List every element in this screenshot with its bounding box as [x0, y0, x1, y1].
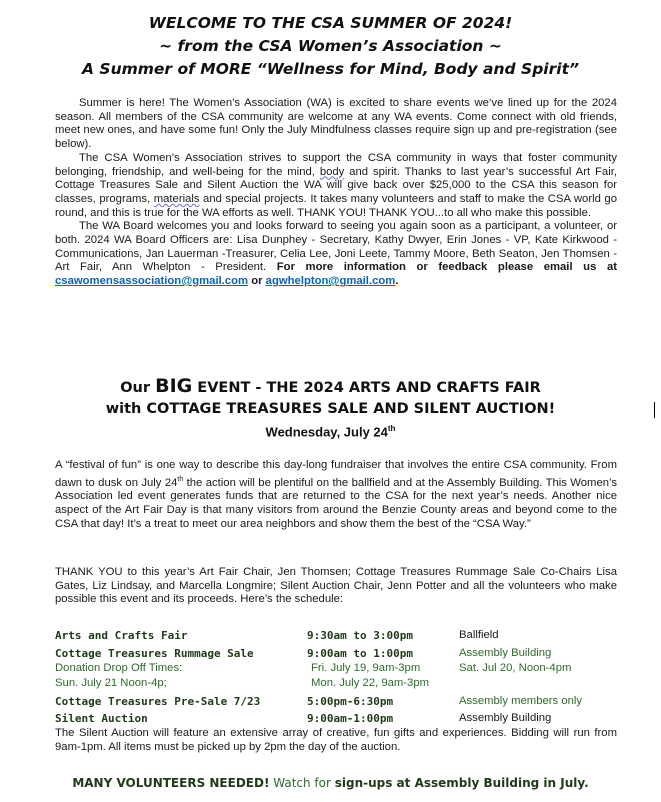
email-link-president[interactable]: agwhelpton@gmail.com — [265, 275, 396, 288]
association-subtitle: ~ from the CSA Women’s Association ~ — [159, 37, 502, 55]
schedule-row: Cottage Treasures Pre-Sale 7/23 5:00pm-6:30pm Assembly members only — [55, 695, 583, 708]
intro-paragraph-3: The WA Board welcomes you and looks forward to seeing you again soon as a participant, a volunteer, or both. 2024 WA Board Officers are: Lisa Dunphey - Secretary, Kathy Dwyer, Erin Jones - VP, Kate Kirkwood - Communications, Jan Lauerman -Treasurer, Celia Lee, Joni Leete, Tammy Moore, Beth Seaton, Jen Thomsen - Art Fair, Ann Whelpton - President. For more information or feedback please email us at csawomensassociation@gmail.com or agwhelpton@gmail.com. — [55, 220, 617, 288]
email-link-wa[interactable]: csawomensassociation@gmail.com — [55, 275, 249, 288]
schedule-row: Donation Drop Off Times: Fri. July 19, 9am-3pm Sat. Jul 20, Noon-4pm — [55, 662, 572, 674]
event-date: Wednesday, July 24th — [265, 424, 396, 440]
schedule-row: Arts and Crafts Fair 9:30am to 3:00pm Ballfield — [55, 629, 499, 642]
schedule-row: Silent Auction 9:00am-1:00pm Assembly Building — [55, 712, 552, 725]
wellness-tagline: A Summer of MORE “Wellness for Mind, Body and Spirit” — [82, 60, 579, 78]
event-title: Our BIG EVENT - THE 2024 ARTS AND CRAFTS FAIR — [120, 375, 541, 397]
welcome-title: WELCOME TO THE CSA SUMMER OF 2024! — [148, 14, 513, 32]
spellcheck-word: body — [319, 165, 345, 178]
thanks-paragraph: THANK YOU to this year’s Art Fair Chair, Jen Thomsen; Cottage Treasures Rummage Sale Co-Chairs Lisa Gates, Liz Lindsay, and Marcella Longmire; Silent Auction Chair, Jenn Potter and all the volunteers who make possible this event and its proceeds. Here’s the schedule: — [55, 566, 617, 606]
festival-paragraph: A “festival of fun” is one way to describe this day-long fundraiser that involves the entire CSA community. From dawn to dusk on July 24th the action will be plentiful on the ballfield and at the Assembly Building. This Women’s Association led event generates funds that are returned to the CSA for the next year’s needs. Another nice aspect of the Art Fair Day is that many visitors from around the Benzie County areas and beyond come to the CSA that day! It’s a treat to meet our area neighbors and show them the best of the “CSA Way.” — [55, 459, 617, 530]
schedule-row: Cottage Treasures Rummage Sale 9:00am to 1:00pm Assembly Building — [55, 647, 552, 660]
intro-section — [55, 97, 617, 289]
intro-paragraph-1: Summer is here! The Women’s Association (WA) is excited to share events we’ve lined up for the 2024 season. All members of the CSA community are welcome at any WA events. Come connect with old friends, meet new ones, and have some fun! Only the July Mindfulness classes require sign up and pre-registration (see below). — [55, 97, 617, 151]
volunteer-callout: MANY VOLUNTEERS NEEDED! Watch for sign-ups at Assembly Building in July. — [72, 776, 589, 790]
schedule-row: Sun. July 21 Noon-4p; Mon. July 22, 9am-3pm — [55, 677, 430, 689]
auction-paragraph: The Silent Auction will feature an extensive array of creative, fun gifts and experiences. Bidding will run from 9am-1pm. All items must be picked up by 2pm the day of the auction. — [55, 727, 617, 753]
intro-paragraph-2: The CSA Women’s Association strives to support the CSA community in ways that foster community belonging, friendship, and well-being for the mind, body and spirit. Thanks to last year’s successful Art Fair, Cottage Treasures Sale and Silent Auction the WA will give back over $25,000 to the CSA this season for classes, programs, materials and special projects. It takes many volunteers and staff to make the CSA world go round, and this is true for the WA efforts as well. THANK YOU! THANK YOU...to all who make this possible. — [55, 151, 617, 219]
text-cursor — [654, 402, 655, 418]
event-subtitle: with COTTAGE TREASURES SALE AND SILENT AUCTION! — [105, 401, 556, 417]
spellcheck-word: materials — [153, 192, 200, 205]
